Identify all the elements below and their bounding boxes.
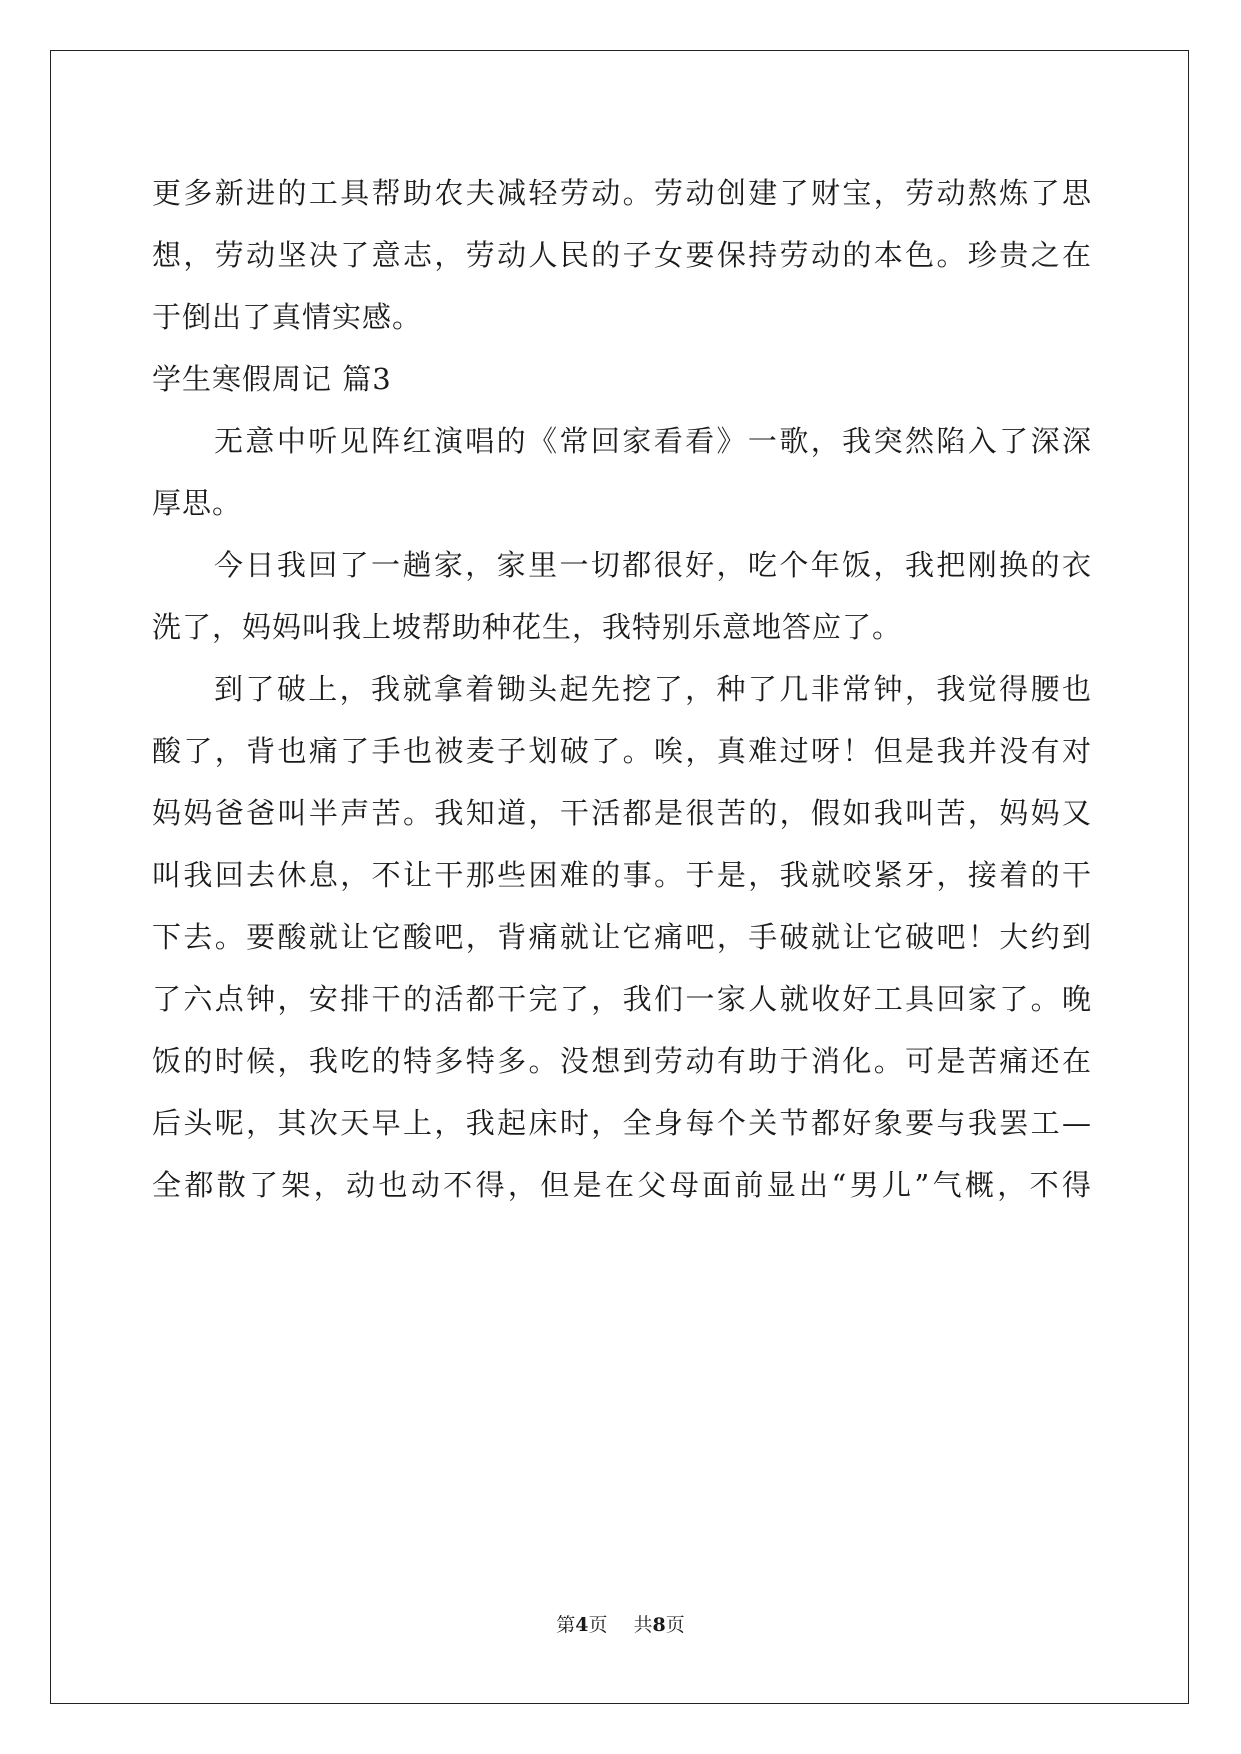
text-line: 全都散了架，动也动不得，但是在父母面前显出“男儿”气概，不得 bbox=[152, 1168, 1092, 1202]
page-unit: 页 bbox=[588, 1614, 608, 1636]
text-line: 叫我回去休息，不让干那些困难的事。于是，我就咬紧牙，接着的干 bbox=[152, 858, 1092, 892]
text-line: 想，劳动坚决了意志，劳动人民的子女要保持劳动的本色。珍贵之在 bbox=[152, 238, 1092, 272]
text-line: 酸了，背也痛了手也被麦子划破了。唉，真难过呀！但是我并没有对 bbox=[152, 734, 1092, 768]
text-line: 妈妈爸爸叫半声苦。我知道，干活都是很苦的，假如我叫苦，妈妈又 bbox=[152, 796, 1092, 830]
text-line: 下去。要酸就让它酸吧，背痛就让它痛吧，手破就让它破吧！大约到 bbox=[152, 920, 1092, 954]
text-line: 无意中听见阵红演唱的《常回家看看》一歌，我突然陷入了深深 bbox=[214, 424, 1092, 458]
text-line: 后头呢，其次天早上，我起床时，全身每个关节都好象要与我罢工— bbox=[152, 1106, 1092, 1140]
document-body bbox=[152, 162, 1092, 1216]
page-unit: 页 bbox=[665, 1614, 685, 1636]
text-line: 更多新进的工具帮助农夫减轻劳动。劳动创建了财宝，劳动熬炼了思 bbox=[152, 176, 1092, 210]
current-page-number: 4 bbox=[575, 1614, 589, 1636]
total-page-count: 8 bbox=[652, 1614, 666, 1636]
text-line: 洗了，妈妈叫我上坡帮助种花生，我特别乐意地答应了。 bbox=[152, 610, 903, 644]
text-line: 饭的时候，我吃的特多特多。没想到劳动有助于消化。可是苦痛还在 bbox=[152, 1044, 1092, 1078]
text-line: 到了破上，我就拿着锄头起先挖了，种了几非常钟，我觉得腰也 bbox=[214, 672, 1092, 706]
page-prefix: 第 bbox=[556, 1614, 576, 1636]
text-line: 今日我回了一趟家，家里一切都很好，吃个年饭，我把刚换的衣 bbox=[214, 548, 1092, 582]
total-prefix: 共 bbox=[633, 1614, 653, 1636]
page-number-footer bbox=[0, 1610, 1241, 1637]
text-line: 了六点钟，安排干的活都干完了，我们一家人就收好工具回家了。晚 bbox=[152, 982, 1092, 1016]
text-line: 于倒出了真情实感。 bbox=[152, 300, 423, 334]
section-heading: 学生寒假周记 篇3 bbox=[152, 362, 392, 396]
text-line: 厚思。 bbox=[152, 486, 243, 520]
